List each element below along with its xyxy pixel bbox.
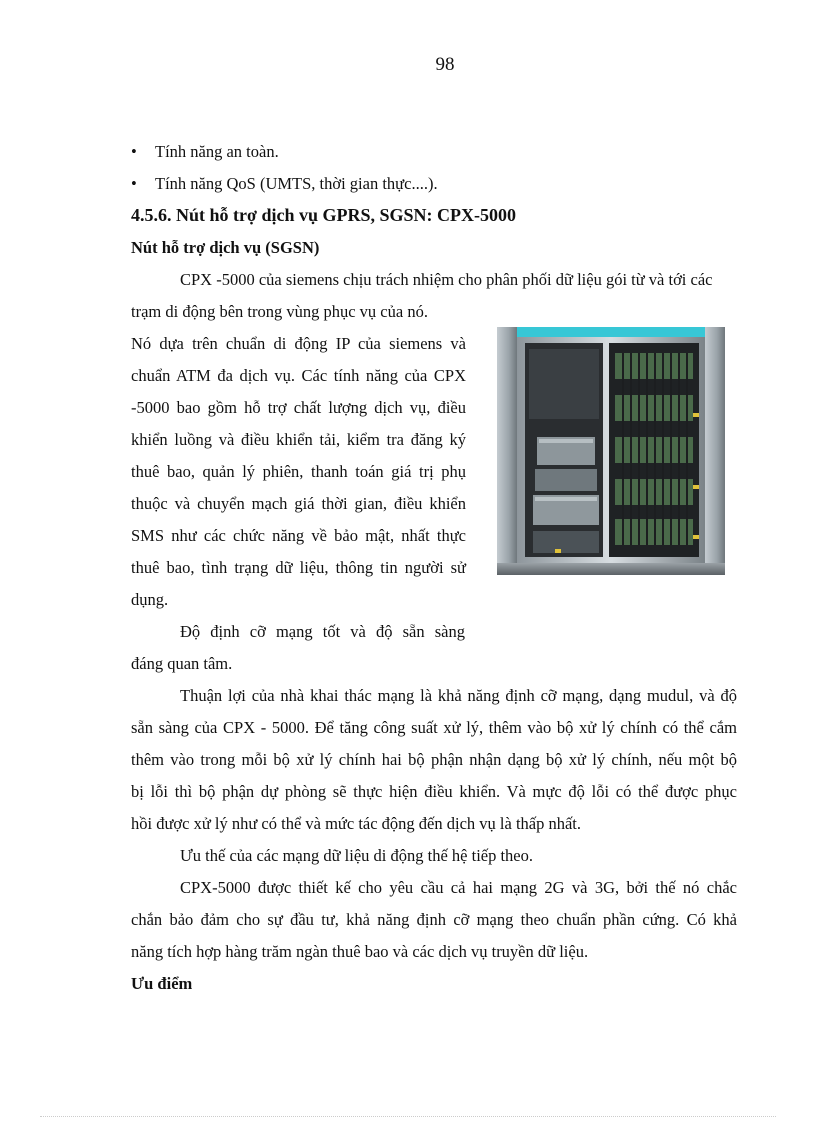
paragraph-line: Nó dựa trên chuẩn di động IP của siemens và — [131, 334, 466, 353]
paragraph-line: Độ định cỡ mạng tốt và độ sẵn sàng — [180, 622, 465, 641]
paragraph-line: CPX-5000 được thiết kế cho yêu cầu cả hai mạng 2G và 3G, bởi thế nó chắc — [180, 878, 737, 897]
paragraph-line: SMS như các chức năng về bảo mật, nhất thực — [131, 526, 466, 545]
paragraph-line: thêm vào trong mỗi bộ xử lý chính hai bộ phận nhận dạng bộ xử lý chính, nếu một bộ — [131, 750, 737, 769]
closing-heading: Ưu điểm — [131, 974, 193, 993]
bullet-item — [131, 142, 279, 162]
paragraph-line: thuộc và chuyển mạch giá thời gian, điều khiển — [131, 494, 466, 513]
bullet-text: Tính năng QoS (UMTS, thời gian thực....). — [155, 174, 438, 193]
paragraph-line: đáng quan tâm. — [131, 654, 233, 673]
section-heading: 4.5.6. Nút hỗ trợ dịch vụ GPRS, SGSN: CPX-5000 — [131, 205, 516, 225]
paragraph-line: sẵn sàng của CPX - 5000. Để tăng công suất xử lý, thêm vào bộ xử lý chính có thể cắm — [131, 718, 737, 737]
paragraph-line: Thuận lợi của nhà khai thác mạng là khả năng định cỡ mạng, dạng mudul, và độ — [180, 686, 737, 705]
paragraph-line: CPX -5000 của siemens chịu trách nhiệm cho phân phối dữ liệu gói từ và tới các — [180, 270, 713, 289]
paragraph-line: bị lỗi thì bộ phận dự phòng sẽ thực hiện điều khiển. Và mực độ lỗi có thể được phục — [131, 782, 737, 801]
paragraph-line: thuê bao, tình trạng dữ liệu, thông tin người sử — [131, 558, 466, 577]
bullet-item — [131, 174, 438, 194]
bullet-mark: • — [131, 174, 137, 193]
bullet-text: Tính năng an toàn. — [155, 142, 279, 161]
paragraph-line: năng tích hợp hàng trăm ngàn thuê bao và các dịch vụ truyền dữ liệu. — [131, 942, 589, 961]
paragraph-line: Ưu thế của các mạng dữ liệu di động thế hệ tiếp theo. — [180, 846, 534, 865]
cpx-5000-cabinet-photo — [497, 327, 725, 575]
footer-divider — [40, 1116, 776, 1117]
bullet-mark: • — [131, 142, 137, 161]
paragraph-line: thuê bao, quản lý phiên, thanh toán giá trị phụ — [131, 462, 466, 481]
page-number: 98 — [435, 54, 455, 75]
paragraph-line: -5000 bao gồm hỗ trợ chất lượng dịch vụ, điều — [131, 398, 466, 417]
subheading: Nút hỗ trợ dịch vụ (SGSN) — [131, 238, 320, 257]
paragraph-line: dụng. — [131, 590, 169, 609]
paragraph-line: trạm di động bên trong vùng phục vụ của nó. — [131, 302, 428, 321]
paragraph-line: hồi được xử lý như có thể và mức tác động đến dịch vụ là thấp nhất. — [131, 814, 582, 833]
paragraph-line: chắn bảo đảm cho sự đầu tư, khả năng định cỡ mạng theo chuẩn phần cứng. Có khả — [131, 910, 737, 929]
paragraph-line: chuẩn ATM đa dịch vụ. Các tính năng của CPX — [131, 366, 466, 385]
paragraph-line: khiển luồng và điều khiển tải, kiểm tra đăng ký — [131, 430, 466, 449]
